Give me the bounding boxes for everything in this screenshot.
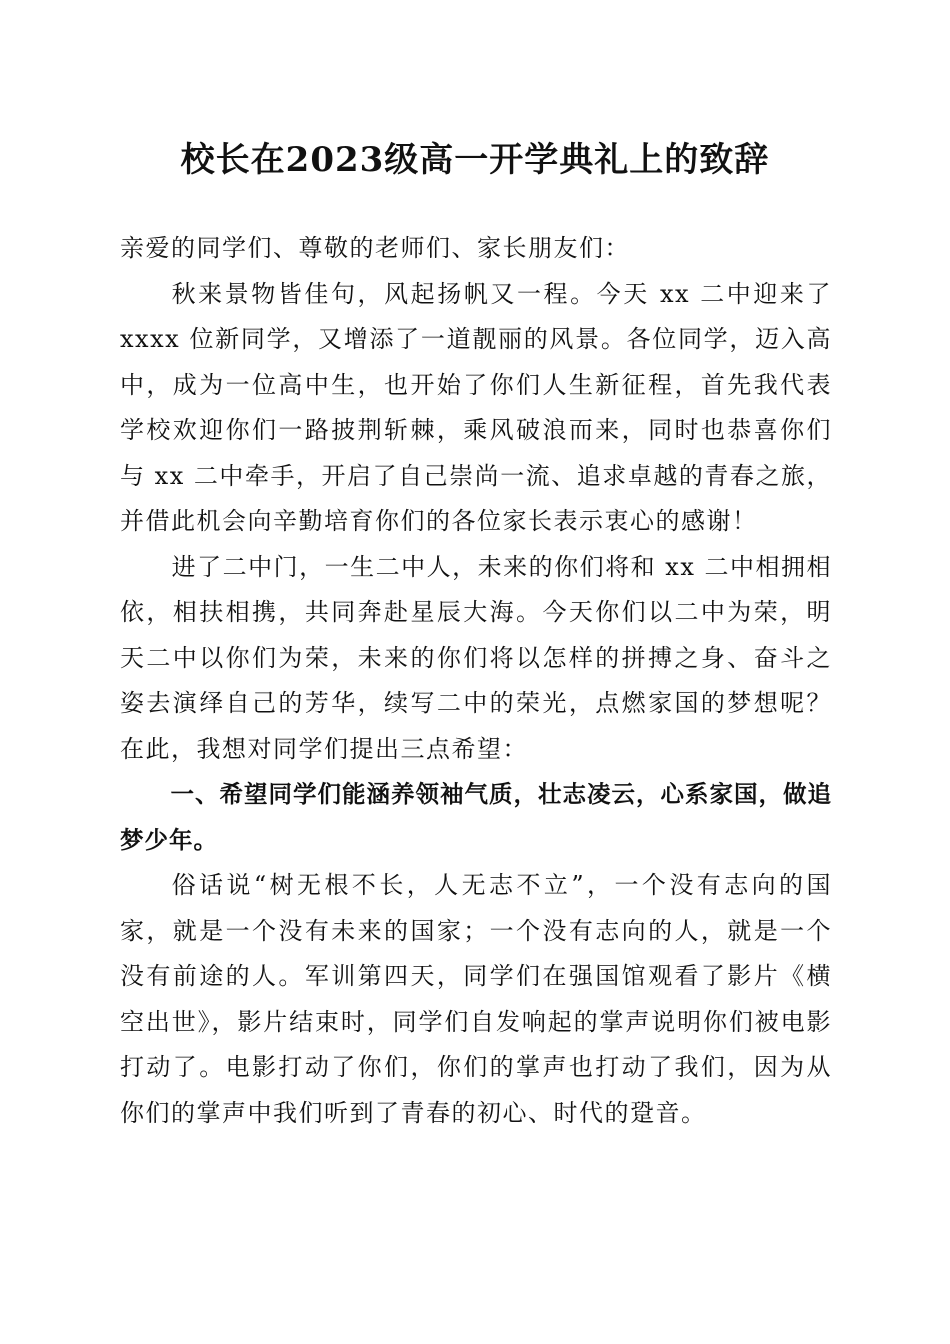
paragraph-welcome: 秋来景物皆佳句，风起扬帆又一程。今天 xx 二中迎来了 xxxx 位新同学，又增添了一道靓丽的风景。各位同学，迈入高中，成为一位高中生，也开始了你们人生新征程，首先我代表学校欢迎你们一路披荆斩棘，乘风破浪而来，同时也恭喜你们与 xx 二中牵手，开启了自己崇尚一流、追求卓越的青春之旅，并借此机会向辛勤培育你们的各位家长表示衷心的感谢！ (120, 279, 832, 535)
salutation: 亲爱的同学们、尊敬的老师们、家长朋友们： (120, 234, 630, 262)
paragraph-ambition: 俗话说“树无根不长，人无志不立”，一个没有志向的国家，就是一个没有未来的国家；一个没有志向的人，就是一个没有前途的人。军训第四天，同学们在强国馆观看了影片《横空出世》，影片结束时，同学们自发响起的掌声说明你们被电影打动了。电影打动了你们，你们的掌声也打动了我们，因为从你们的掌声中我们听到了青春的初心、时代的跫音。 (120, 871, 832, 1127)
paragraph-expectations: 进了二中门，一生二中人，未来的你们将和 xx 二中相拥相依，相扶相携，共同奔赴星辰大海。今天你们以二中为荣，明天二中以你们为荣，未来的你们将以怎样的拼搏之身、奋斗之姿去演绎自己的芳华，续写二中的荣光，点燃家国的梦想呢？在此，我想对同学们提出三点希望： (120, 552, 832, 763)
document-body (120, 226, 832, 1136)
section-heading-one: 一、希望同学们能涵养领袖气质，壮志凌云，心系家国，做追梦少年。 (120, 780, 833, 854)
document-title: 校长在2023级高一开学典礼上的致辞 (180, 140, 770, 180)
